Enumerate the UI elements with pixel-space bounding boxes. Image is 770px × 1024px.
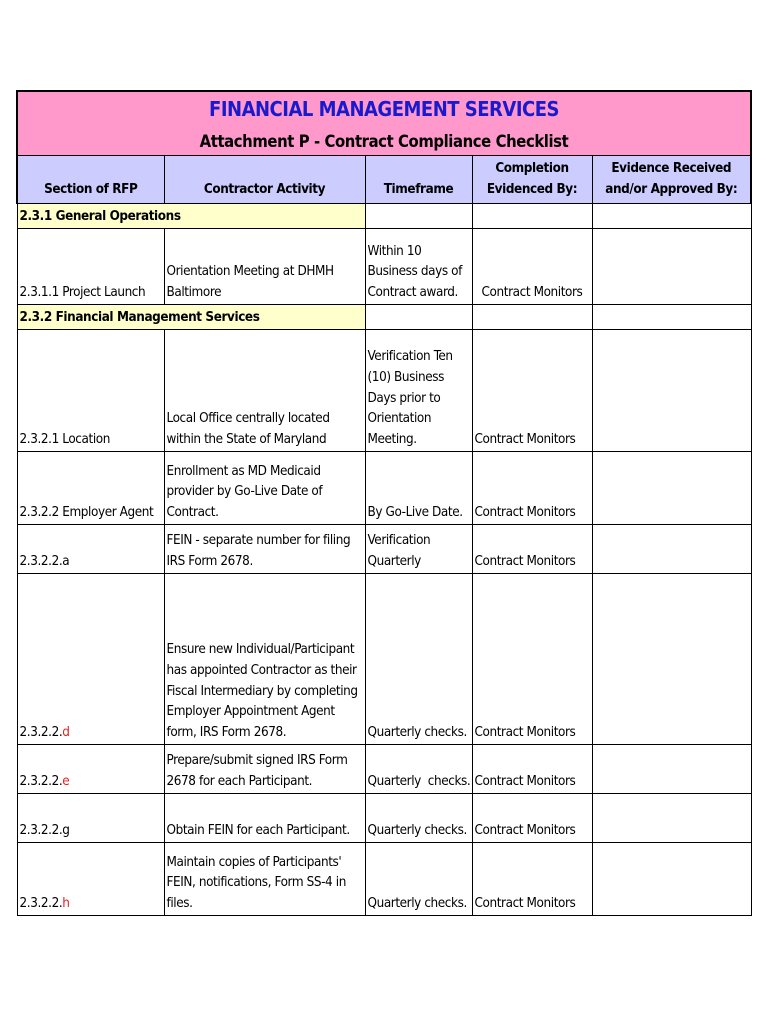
row-section-id: 2.3.2.2.a [17,525,164,574]
row-completion: Contract Monitors [472,574,592,745]
row-completion: Contract Monitors [472,330,592,452]
section-id-prefix: 2.3.2.2. [19,725,63,741]
row-timeframe: Quarterly checks. [365,574,472,745]
row-timeframe: Within 10 Business days of Contract award. [365,229,472,305]
table-row [17,745,751,794]
section-label: 2.3.2 Financial Management Services [17,305,365,330]
table-row [17,452,751,525]
table-row [17,794,751,843]
row-evidence [592,794,751,843]
row-timeframe: Quarterly checks. [365,794,472,843]
section-id-suffix: e [62,774,70,790]
row-completion: Contract Monitors [472,229,592,305]
row-section-id [17,574,164,745]
row-completion: Contract Monitors [472,525,592,574]
row-completion: Contract Monitors [472,843,592,916]
header-evidence: Evidence Received and/or Approved By: [592,156,751,204]
header-completion: Completion Evidenced By: [472,156,592,204]
row-activity: Prepare/submit signed IRS Form 2678 for each Participant. [164,745,365,794]
table-row [17,330,751,452]
row-section-id [17,745,164,794]
compliance-table [16,90,752,916]
row-timeframe: Verification Ten (10) Business Days prior to Orientation Meeting. [365,330,472,452]
row-evidence [592,843,751,916]
section-id-prefix: 2.3.2.2. [19,896,63,912]
row-section-id: 2.3.2.2.g [17,794,164,843]
row-activity: Orientation Meeting at DHMH Baltimore [164,229,365,305]
sheet-subtitle: Attachment P - Contract Compliance Checklist [17,124,751,156]
row-evidence [592,229,751,305]
row-section-id: 2.3.2.2 Employer Agent [17,452,164,525]
section-row [17,305,751,330]
header-timeframe: Timeframe [365,156,472,204]
row-evidence [592,745,751,794]
row-timeframe: By Go-Live Date. [365,452,472,525]
checklist-sheet [16,90,750,916]
row-evidence [592,525,751,574]
table-row [17,843,751,916]
header-section: Section of RFP [17,156,164,204]
row-section-id [17,843,164,916]
row-timeframe: Verification Quarterly [365,525,472,574]
table-row [17,525,751,574]
section-label: 2.3.1 General Operations [17,204,365,229]
header-row [17,156,751,204]
row-completion: Contract Monitors [472,452,592,525]
row-activity: Local Office centrally located within the State of Maryland [164,330,365,452]
row-evidence [592,574,751,745]
table-row [17,574,751,745]
row-timeframe: Quarterly checks. [365,745,472,794]
row-evidence [592,330,751,452]
header-activity: Contractor Activity [164,156,365,204]
row-section-id: 2.3.1.1 Project Launch [17,229,164,305]
sheet-title: FINANCIAL MANAGEMENT SERVICES [17,91,751,124]
row-completion: Contract Monitors [472,745,592,794]
section-id-suffix: d [62,725,70,741]
row-activity: Enrollment as MD Medicaid provider by Go-Live Date of Contract. [164,452,365,525]
row-activity: FEIN - separate number for filing IRS Form 2678. [164,525,365,574]
section-id-prefix: 2.3.2.2. [19,774,63,790]
row-completion: Contract Monitors [472,794,592,843]
table-row [17,229,751,305]
row-timeframe: Quarterly checks. [365,843,472,916]
row-activity: Maintain copies of Participants' FEIN, notifications, Form SS-4 in files. [164,843,365,916]
section-id-suffix: h [62,896,70,912]
row-activity: Obtain FEIN for each Participant. [164,794,365,843]
row-activity: Ensure new Individual/Participant has appointed Contractor as their Fiscal Intermediary by completing Employer Appointment Agent form, IRS Form 2678. [164,574,365,745]
row-evidence [592,452,751,525]
row-section-id: 2.3.2.1 Location [17,330,164,452]
section-row [17,204,751,229]
